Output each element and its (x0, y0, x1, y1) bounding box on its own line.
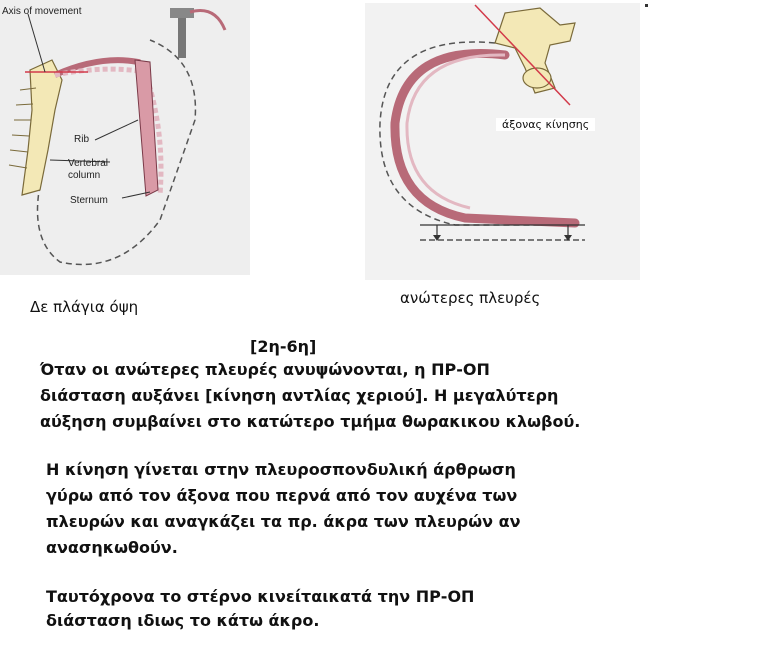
upper-ribs-figure (365, 3, 640, 280)
rib-leader-line (95, 120, 138, 140)
pump-handle-icon (170, 8, 225, 58)
axis-pointer-line (28, 14, 45, 72)
upper-rib-highlight (407, 55, 505, 208)
label-sternum: Sternum (70, 195, 108, 206)
upper-ribs-illustration (365, 3, 640, 280)
vertebral-column-shape (22, 60, 62, 195)
lateral-view-figure (0, 0, 250, 275)
caption-lateral-view: Δε πλάγια όψη (30, 298, 139, 316)
paragraph-2-line-4: ανασηκωθούν. (46, 538, 178, 557)
paragraph-3-line-2: διάσταση ιδιως το κάτω άκρο. (46, 611, 320, 630)
paragraph-1-line-2: διάσταση αυξάνει [κίνηση αντλίας χεριού]. Η μεγαλύτερη (40, 386, 559, 405)
stray-dot (645, 4, 648, 7)
paragraph-1-line-3: αύξηση συμβαίνει στο κατώτερο τμήμα θωρακικου κλωβού. (40, 412, 581, 431)
vertebra-shape (495, 8, 575, 93)
caption-upper-ribs: ανώτερες πλευρές (400, 289, 541, 307)
rib-range-heading: [2η-6η] (250, 337, 317, 356)
axis-of-movement-label: άξονας κίνησης (496, 118, 595, 131)
paragraph-2-line-2: γύρω από τον άξονα που περνά από τον αυχένα των (46, 486, 518, 505)
paragraph-3-line-1: Ταυτόχρονα το στέρνο κινείταικατά την ΠΡ-ΟΠ (46, 587, 475, 606)
paragraph-2-line-3: πλευρών και αναγκάζει τα πρ. άκρα των πλευρών αν (46, 512, 521, 531)
sternum-shape (135, 60, 158, 196)
label-column: column (68, 170, 101, 181)
label-axis-of-movement: Axis of movement (2, 6, 82, 17)
paragraph-2-line-1: Η κίνηση γίνεται στην πλευροσπονδυλική άρθρωση (46, 460, 516, 479)
label-rib: Rib (74, 134, 90, 145)
paragraph-1-line-1: Όταν οι ανώτερες πλευρές ανυψώνονται, η ΠΡ-ΟΠ (40, 360, 490, 379)
lateral-view-illustration (0, 0, 250, 275)
label-vertebral: Vertebral (68, 158, 109, 169)
